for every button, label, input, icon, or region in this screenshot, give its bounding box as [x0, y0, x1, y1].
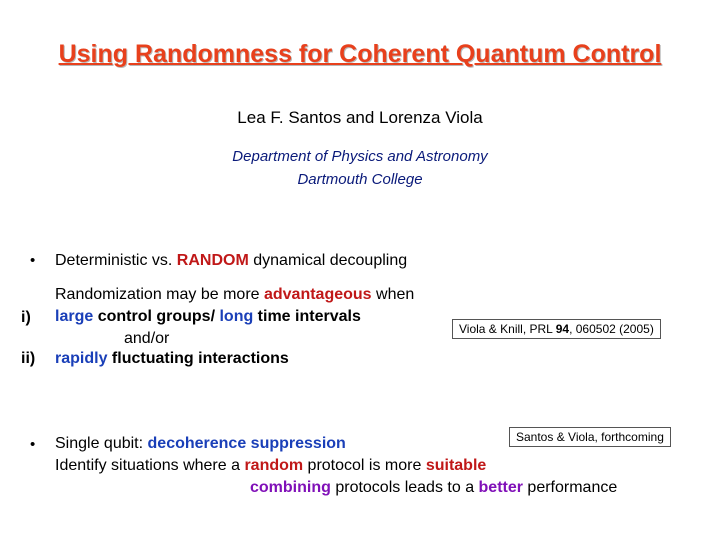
- and-or-text: and/or: [124, 330, 170, 347]
- authors: Lea F. Santos and Lorenza Viola: [237, 108, 483, 127]
- large-highlight: large: [55, 308, 94, 325]
- item-ii-marker: ii): [21, 350, 36, 367]
- randomization-statement: [55, 286, 414, 304]
- suitable-highlight: suitable: [425, 457, 487, 474]
- bullet-deterministic-vs-random: [55, 252, 407, 270]
- bullet1-text-post: dynamical decoupling: [248, 252, 408, 269]
- bullet2-line1-pre: Single qubit:: [55, 435, 148, 452]
- bullet-single-qubit: [55, 435, 346, 453]
- ref1-volume: 94: [555, 322, 570, 336]
- reference-santos-viola: Santos & Viola, forthcoming: [509, 427, 671, 447]
- ref1-post: , 060502 (2005): [569, 322, 654, 336]
- bullet2-line3-mid: protocols leads to a: [330, 479, 479, 496]
- item-i-post: time intervals: [253, 308, 361, 325]
- bullet2-line3-post: performance: [522, 479, 618, 496]
- bullet1-text-pre: Deterministic vs.: [55, 252, 177, 269]
- item-ii-text: [55, 350, 289, 368]
- advantageous-highlight: advantageous: [263, 286, 372, 303]
- item-i-marker: i): [21, 309, 31, 326]
- rapidly-highlight: rapidly: [55, 350, 108, 367]
- randomization-post: when: [371, 286, 415, 303]
- bullet-marker: •: [30, 252, 36, 269]
- combining-protocols-line: [250, 479, 617, 497]
- random-highlight: RANDOM: [176, 252, 249, 269]
- bullet2-line2-pre: Identify situations where a: [55, 457, 245, 474]
- affiliation-college: Dartmouth College: [297, 171, 423, 188]
- slide-title: Using Randomness for Coherent Quantum Control: [58, 40, 662, 68]
- reference-viola-knill: [452, 319, 661, 339]
- better-highlight: better: [478, 479, 523, 496]
- identify-situations-line: [55, 457, 486, 475]
- bullet-marker: •: [30, 436, 36, 453]
- long-highlight: long: [219, 308, 254, 325]
- randomization-pre: Randomization may be more: [55, 286, 264, 303]
- combining-highlight: combining: [250, 479, 331, 496]
- bullet2-line2-mid: protocol is more: [303, 457, 426, 474]
- item-ii-post: fluctuating interactions: [107, 350, 289, 367]
- item-i-mid: control groups/: [93, 308, 220, 325]
- random-protocol-highlight: random: [244, 457, 304, 474]
- affiliation-department: Department of Physics and Astronomy: [232, 148, 488, 165]
- item-i-text: [55, 308, 361, 326]
- ref1-pre: Viola & Knill, PRL: [459, 322, 556, 336]
- decoherence-suppression-highlight: decoherence suppression: [147, 435, 346, 452]
